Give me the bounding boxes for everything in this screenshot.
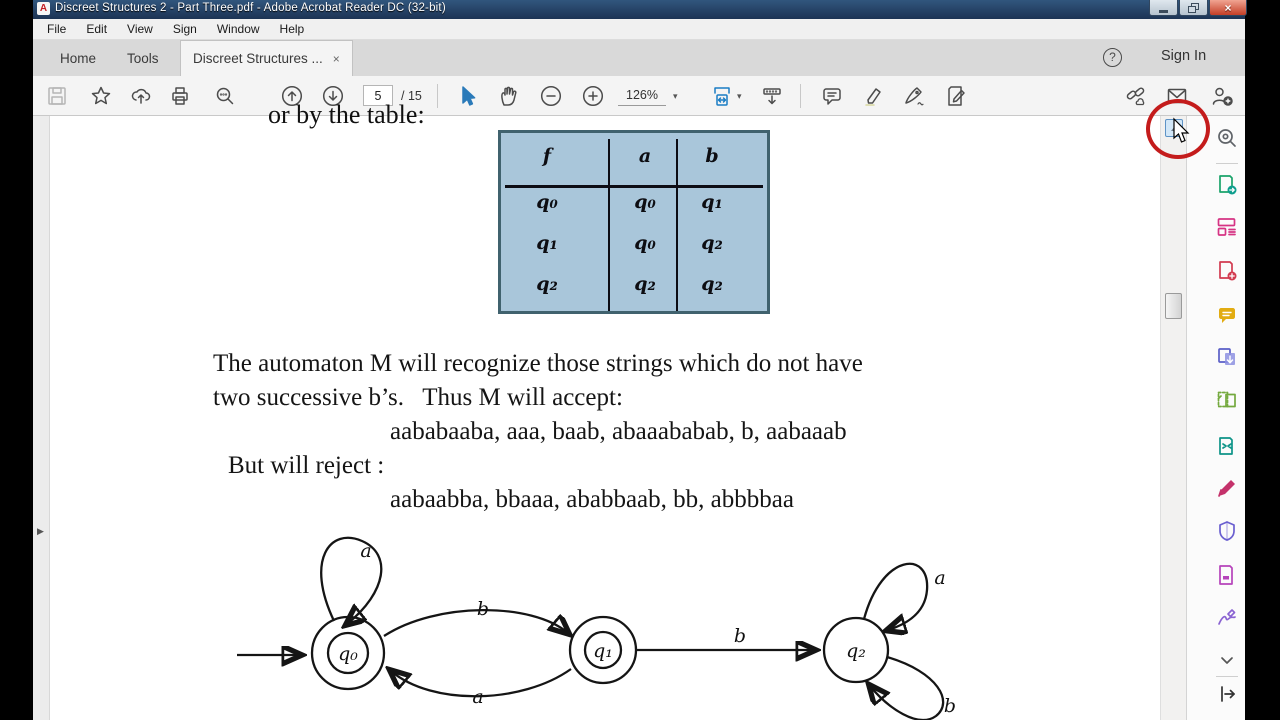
panel-divider — [1216, 163, 1238, 164]
page-count-label: / 15 — [401, 89, 422, 103]
q2-loop-b-label: b — [943, 695, 957, 717]
state-q1-inner — [585, 632, 621, 668]
table-vline — [608, 139, 610, 311]
zoom-in-icon[interactable] — [580, 83, 606, 109]
accepted-strings: aababaaba, aaa, baab, abaaababab, b, aabaaab — [390, 418, 847, 445]
pdf-page — [50, 100, 1160, 720]
rejected-strings: aabaabba, bbaaa, ababbaab, bb, abbbbaa — [390, 486, 794, 513]
q0-to-q1-edge — [384, 610, 568, 636]
transition-table — [498, 130, 770, 314]
menu-bar — [33, 19, 1245, 40]
menu-file[interactable]: File — [47, 22, 67, 36]
state-q0-outer — [312, 617, 384, 689]
prepare-form-icon[interactable] — [1214, 562, 1240, 588]
q1-q2-label: b — [733, 625, 747, 647]
tab-document[interactable] — [180, 40, 353, 76]
reject-label: But will reject : — [228, 452, 385, 479]
more-tools-chevron-icon[interactable] — [1214, 647, 1240, 673]
fit-width-icon[interactable] — [709, 83, 735, 109]
state-q2 — [824, 618, 888, 682]
title-bar — [33, 0, 1245, 19]
mouse-cursor-icon — [1172, 118, 1194, 148]
print-icon[interactable] — [167, 83, 193, 109]
hand-tool-icon[interactable] — [497, 83, 523, 109]
state-q2-label: q₂ — [846, 640, 866, 662]
tab-tools[interactable]: Tools — [127, 50, 159, 66]
table-header: f — [542, 145, 552, 167]
q0-self-loop — [321, 538, 381, 624]
close-icon: × — [1224, 0, 1232, 15]
save-icon[interactable] — [44, 83, 70, 109]
tab-home[interactable]: Home — [60, 50, 97, 66]
table-cell: q₁ — [701, 191, 723, 213]
menu-help[interactable]: Help — [279, 22, 305, 36]
combine-files-icon[interactable] — [1214, 345, 1240, 371]
comment-icon[interactable] — [1214, 303, 1240, 329]
table-cell: q₂ — [634, 273, 656, 295]
fill-sign-icon[interactable] — [1214, 475, 1240, 501]
document-heading: or by the table: — [268, 100, 425, 129]
table-cell: q₂ — [536, 273, 558, 295]
restore-button[interactable] — [1179, 0, 1208, 16]
q2-self-loop-top — [864, 564, 927, 630]
search-icon[interactable] — [212, 83, 238, 109]
menu-sign[interactable]: Sign — [172, 22, 197, 36]
close-button[interactable] — [1209, 0, 1247, 16]
zoom-level-value[interactable]: 126% — [618, 85, 666, 106]
restore-icon — [1188, 3, 1199, 13]
toolbar-divider — [800, 84, 801, 108]
comment-tool-icon[interactable] — [819, 83, 845, 109]
tab-close-icon[interactable]: × — [332, 51, 340, 66]
table-cell: q₁ — [536, 232, 558, 254]
menu-view[interactable]: View — [127, 22, 153, 36]
table-cell: q₀ — [634, 191, 656, 213]
protect-icon[interactable] — [1214, 518, 1240, 544]
table-cell: q₀ — [634, 232, 656, 254]
minimize-button[interactable] — [1149, 0, 1178, 16]
scrollbar-thumb[interactable] — [1165, 293, 1182, 319]
table-hline — [505, 185, 763, 188]
share-cloud-icon[interactable] — [128, 83, 154, 109]
table-cell: q₂ — [701, 273, 723, 295]
zoom-caret-icon[interactable]: ▾ — [673, 91, 678, 101]
export-pdf-icon[interactable] — [1214, 172, 1240, 198]
q2-loop-a-label: a — [934, 567, 946, 589]
window-title: Discreet Structures 2 - Part Three.pdf - Adobe Acrobat Reader DC (32-bit) — [55, 2, 446, 14]
vertical-scrollbar[interactable] — [1160, 116, 1186, 720]
select-tool-icon[interactable] — [455, 83, 481, 109]
state-q0-inner — [328, 633, 368, 673]
paragraph-line: The automaton M will recognize those strings which do not have — [213, 350, 863, 377]
adobe-reader-icon: A — [37, 2, 50, 15]
create-pdf-icon[interactable] — [1214, 258, 1240, 284]
table-header: a — [638, 145, 652, 167]
fit-width-caret-icon[interactable]: ▾ — [737, 91, 742, 101]
menu-window[interactable]: Window — [216, 22, 260, 36]
q0-q1-label: b — [476, 598, 490, 620]
left-pane-strip — [33, 116, 50, 720]
paragraph-line: two successive b’s. Thus M will accept: — [213, 384, 623, 411]
q1-q0-label: a — [472, 686, 484, 708]
state-q0-label: q₀ — [338, 643, 358, 665]
q2-self-loop-bottom — [870, 657, 943, 720]
table-header: b — [705, 145, 719, 167]
add-user-icon[interactable] — [1209, 83, 1235, 109]
toolbar-divider — [437, 84, 438, 108]
menu-edit[interactable]: Edit — [86, 22, 108, 36]
compress-pdf-icon[interactable] — [1214, 433, 1240, 459]
help-icon[interactable]: ? — [1103, 48, 1122, 67]
certificates-icon[interactable] — [1214, 605, 1240, 631]
state-q1-label: q₁ — [593, 640, 613, 662]
highlighter-icon[interactable] — [861, 83, 887, 109]
search-tools-icon[interactable] — [1214, 125, 1240, 151]
page-scrolling-icon[interactable] — [759, 83, 785, 109]
main-toolbar — [33, 76, 1245, 116]
table-cell: q₀ — [536, 191, 558, 213]
tools-panel — [1186, 116, 1245, 720]
q1-to-q0-edge — [391, 669, 571, 696]
expand-left-pane-icon[interactable]: ▶ — [37, 526, 44, 536]
panel-divider — [1216, 676, 1238, 677]
table-cell: q₂ — [701, 232, 723, 254]
zoom-out-icon[interactable] — [538, 83, 564, 109]
state-q1-outer — [570, 617, 636, 683]
sign-pen-icon[interactable] — [901, 83, 927, 109]
tab-bar — [33, 40, 1245, 76]
organize-pages-icon[interactable] — [1214, 214, 1240, 240]
table-vline — [676, 139, 678, 311]
star-icon[interactable] — [88, 83, 114, 109]
tab-document-label: Discreet Structures ... — [193, 51, 323, 66]
q0-loop-label: a — [360, 540, 372, 562]
edit-pdf-icon[interactable] — [1214, 387, 1240, 413]
minimize-icon — [1159, 10, 1168, 13]
expand-pane-icon[interactable] — [1214, 681, 1240, 707]
fill-sign-tool-icon[interactable] — [943, 83, 969, 109]
acrobat-window — [33, 0, 1245, 720]
sign-in-button[interactable]: Sign In — [1161, 48, 1207, 64]
link-share-icon[interactable] — [1123, 83, 1149, 109]
